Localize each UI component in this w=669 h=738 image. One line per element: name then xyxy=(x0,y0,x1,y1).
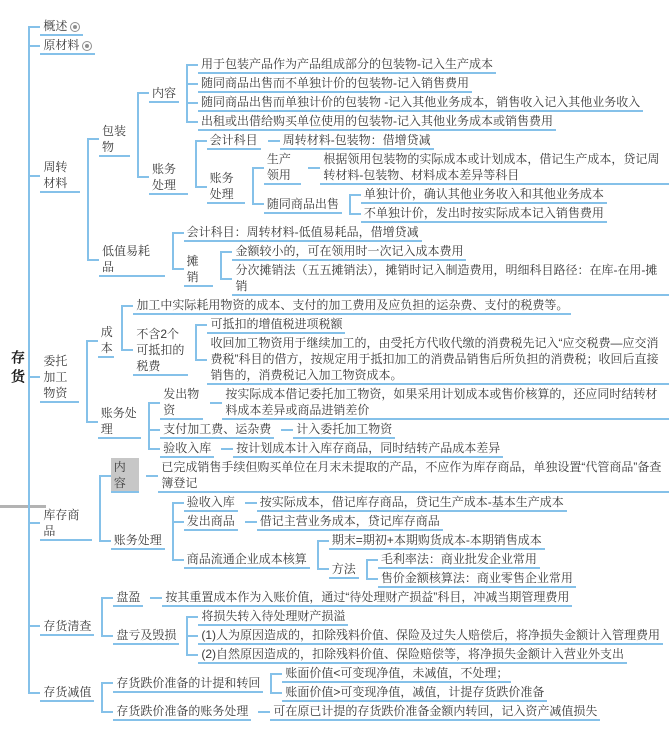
mindmap-branch xyxy=(101,607,663,664)
node-text: 存货减值 xyxy=(43,685,92,699)
node-text: 不含2个可抵扣的税费 xyxy=(136,326,185,373)
node-label[interactable] xyxy=(320,150,669,185)
node-label[interactable] xyxy=(160,385,203,420)
mindmap-branch xyxy=(87,55,669,223)
node-label[interactable] xyxy=(133,325,188,376)
node-text: 成本 xyxy=(100,325,113,355)
node-label[interactable] xyxy=(198,645,627,664)
node-label[interactable] xyxy=(280,131,434,150)
node-label[interactable] xyxy=(207,169,245,204)
children-group xyxy=(137,55,669,223)
node-text: 按计划成本计入库存商品，同时结转产品成本差异 xyxy=(236,441,501,455)
mindmap-branch xyxy=(28,664,669,721)
mindmap-branch xyxy=(220,261,669,296)
node-label[interactable] xyxy=(329,560,359,579)
children-group xyxy=(258,702,600,721)
node-label[interactable] xyxy=(158,458,669,493)
mindmap-branch xyxy=(220,242,669,261)
node-label[interactable] xyxy=(113,588,143,607)
mindmap-branch xyxy=(252,185,669,223)
node-text: 可在原已计提的存货跌价准备金额内转回，记入资产减值损失 xyxy=(273,704,598,718)
node-label[interactable] xyxy=(378,550,540,569)
children-group xyxy=(186,607,663,664)
node-text: 生产领用 xyxy=(266,152,291,182)
mindmap-branch xyxy=(148,439,669,458)
children-group xyxy=(195,315,669,385)
mindmap-branch xyxy=(186,74,643,93)
mindmap-branch xyxy=(349,185,607,204)
mindmap-branch xyxy=(268,131,434,150)
node-text: 出租或出借给购买单位使用的包装物-记入其他业务成本或销售费用 xyxy=(200,114,553,128)
node-text: 毛利率法：商业批发企业常用 xyxy=(380,552,537,566)
mindmap-branch xyxy=(308,150,669,185)
node-label[interactable] xyxy=(361,185,607,204)
node-text: 用于包装产品作为产品组成部分的包装物-记入生产成本 xyxy=(200,57,493,71)
mindmap-branch xyxy=(99,493,669,588)
node-text: 金额较小的，可在领用时一次记入成本费用 xyxy=(235,244,464,258)
node-label[interactable] xyxy=(40,506,91,541)
mindmap-branch xyxy=(281,420,395,439)
children-group xyxy=(221,439,503,458)
mindmap-branch xyxy=(121,296,669,315)
node-label[interactable] xyxy=(233,439,503,458)
collapse-indicator-icon[interactable] xyxy=(70,22,80,32)
mindmap-branch xyxy=(101,588,663,607)
mindmap-branch xyxy=(148,385,669,420)
node-label[interactable] xyxy=(257,512,443,531)
mindmap-branch xyxy=(172,242,669,296)
root-node[interactable] xyxy=(10,350,26,388)
children-group xyxy=(99,458,669,588)
mindmap-branch xyxy=(28,588,669,664)
children-group xyxy=(220,242,669,296)
node-text: 方法 xyxy=(331,561,356,576)
mindmap-branch xyxy=(195,334,669,385)
node-text: (1)人为原因造成的，扣除残料价值、保险及过失人赔偿后，将净损失金额计入管理费用 xyxy=(201,628,661,642)
children-group xyxy=(186,55,643,131)
node-text: 可抵扣的增值税进项税额 xyxy=(210,317,343,331)
node-label[interactable] xyxy=(257,493,567,512)
node-text: 存货清查 xyxy=(43,618,92,633)
children-group xyxy=(268,131,434,150)
node-label[interactable] xyxy=(133,296,571,315)
node-label[interactable] xyxy=(113,674,263,693)
node-label[interactable] xyxy=(99,122,130,157)
node-label[interactable] xyxy=(198,626,663,645)
node-text: 随同商品出售而单独计价的包装物 -记入其他业务成本，销售收入记入其他业务收入 xyxy=(200,95,641,109)
mindmap-branch xyxy=(221,439,503,458)
children-group xyxy=(245,512,443,531)
children-group xyxy=(172,493,576,588)
node-text: 发出物资 xyxy=(163,387,200,417)
mindmap-branch xyxy=(245,493,567,512)
node-label[interactable] xyxy=(184,493,238,512)
node-label[interactable] xyxy=(113,702,251,721)
node-label[interactable] xyxy=(198,93,643,112)
mindmap-branch xyxy=(186,607,663,626)
node-text: 会计科目：周转材料-低值易耗品，借增贷减 xyxy=(186,225,419,239)
node-text: 账务处理 xyxy=(113,533,162,547)
node-text: 账面价值>可变现净值，减值，计提存货跌价准备 xyxy=(285,685,545,699)
node-text: 借记主营业务成本，贷记库存商品 xyxy=(259,514,440,528)
mindmap-branch xyxy=(186,626,663,645)
node-label[interactable] xyxy=(198,607,348,626)
node-text: 存货跌价准备的账务处理 xyxy=(116,704,249,718)
mindmap-branch xyxy=(270,664,547,683)
node-text: 商品流通企业成本核算 xyxy=(186,552,307,566)
node-text: 概述 xyxy=(43,19,68,33)
node-label[interactable] xyxy=(264,195,342,214)
node-label[interactable] xyxy=(160,439,214,458)
mindmap-branch xyxy=(195,315,669,334)
children-group xyxy=(146,458,669,493)
node-text: 账务处理 xyxy=(209,171,234,201)
node-text: 委托加工物资 xyxy=(43,353,68,400)
node-label[interactable] xyxy=(98,323,115,358)
children-group xyxy=(101,664,600,721)
mindmap-branch xyxy=(101,664,600,702)
node-text: 将损失转入待处理财产损溢 xyxy=(201,609,346,623)
mindmap-branch xyxy=(186,112,643,131)
mindmap-branch xyxy=(186,55,643,74)
node-label[interactable] xyxy=(113,626,179,645)
children-group xyxy=(86,296,669,458)
children-group xyxy=(87,55,669,296)
mindmap-branch xyxy=(245,512,443,531)
node-text: 根据领用包装物的实际成本或计划成本，借记生产成本，贷记周转材料-包装物、材料成本差异等科目 xyxy=(323,152,660,182)
mindmap-branch xyxy=(317,550,576,588)
node-label[interactable] xyxy=(40,352,78,403)
node-text: 内容 xyxy=(113,460,126,490)
node-label[interactable] xyxy=(184,252,214,287)
node-text: 按实际成本借记委托加工物资，如果采用计划成本或售价核算的，还应同时结转材料成本差异或商品进销差价 xyxy=(225,387,658,417)
node-label[interactable] xyxy=(184,550,310,569)
node-text: 周转材料-包装物：借增贷减 xyxy=(282,133,431,147)
node-text: 已完成销售手续但购买单位在月末未提取的产品，不应作为库存商品，单独设置“代管商品”备查簿登记 xyxy=(161,460,662,490)
node-text: 库存商品 xyxy=(43,507,80,538)
node-text: 周转材料 xyxy=(43,160,68,190)
node-label[interactable] xyxy=(361,204,607,223)
node-label[interactable] xyxy=(282,664,511,683)
node-label[interactable] xyxy=(184,223,422,242)
node-label[interactable] xyxy=(184,512,238,531)
mindmap-branch xyxy=(186,93,643,112)
mindmap-branch xyxy=(99,458,669,493)
node-text: 原材料 xyxy=(43,38,80,52)
node-label[interactable] xyxy=(282,683,547,702)
children-group xyxy=(245,493,567,512)
children-group xyxy=(121,296,669,385)
mindmap-branch xyxy=(101,702,600,721)
node-label[interactable] xyxy=(111,458,140,493)
node-text: 按其重置成本作为入账价值，通过“待处理财产损益”科目，冲减当期管理费用 xyxy=(165,590,570,604)
children-group xyxy=(281,420,395,439)
node-text: 随同商品出售而不单独计价的包装物-记入销售费用 xyxy=(200,76,469,90)
node-text: 发出商品 xyxy=(186,514,235,528)
mindmap-branch xyxy=(366,550,576,569)
children-group xyxy=(28,17,669,721)
mindmap-branch xyxy=(172,531,576,588)
mindmap-root-branch xyxy=(10,17,669,721)
node-text: 低值易耗品 xyxy=(102,244,151,274)
mindmap-branch xyxy=(137,131,669,223)
node-label[interactable] xyxy=(207,315,345,334)
children-group xyxy=(150,588,572,607)
node-label[interactable] xyxy=(222,385,669,420)
mindmap-branch xyxy=(28,458,669,588)
node-text: 期末=期初+本期购货成本-本期销售成本 xyxy=(331,533,542,547)
mindmap-branch xyxy=(28,17,669,36)
node-text: 验收入库 xyxy=(163,441,212,455)
children-group xyxy=(195,131,669,223)
node-label[interactable] xyxy=(99,242,165,277)
node-label[interactable] xyxy=(162,588,572,607)
node-label[interactable] xyxy=(40,683,94,702)
mindmap-branch xyxy=(150,588,572,607)
node-label[interactable] xyxy=(40,36,95,55)
children-group xyxy=(101,588,663,664)
node-label[interactable] xyxy=(198,112,556,131)
node-label[interactable] xyxy=(111,531,165,550)
mindmap-branch xyxy=(258,702,600,721)
node-text: 账面价值<可变现净值，未减值，不处理； xyxy=(285,666,509,680)
node-label[interactable] xyxy=(149,84,179,103)
children-group xyxy=(270,664,547,702)
node-label[interactable] xyxy=(198,55,496,74)
node-label[interactable] xyxy=(270,702,600,721)
mindmap-branch xyxy=(317,531,576,550)
children-group xyxy=(210,385,669,420)
node-text: 随同商品出售 xyxy=(266,196,339,211)
node-label[interactable] xyxy=(207,131,261,150)
node-text: 售价金额核算法：商业零售企业常用 xyxy=(380,571,573,585)
node-text: 内容 xyxy=(151,85,176,100)
node-text: 包装物 xyxy=(102,123,127,154)
mindmap-branch xyxy=(28,296,669,458)
node-text: 不单独计价，发出时按实际成本记入销售费用 xyxy=(363,206,604,220)
mindmap-branch xyxy=(121,315,669,385)
mindmap-branch xyxy=(148,420,669,439)
mindmap-branch xyxy=(195,150,669,223)
children-group xyxy=(308,150,669,185)
children-group xyxy=(172,223,669,296)
mindmap-branch xyxy=(87,223,669,296)
mindmap-branch xyxy=(270,683,547,702)
children-group xyxy=(252,150,669,223)
node-label[interactable] xyxy=(40,17,83,36)
node-text: 收回加工物资用于继续加工的，由受托方代收代缴的消费税先记入“应交税费—应交消费税”科目的借方，按规定用于抵扣加工的消费品销售后所负担的消费税；收回后直接销售的，消费税记入加工物资成本。 xyxy=(210,336,659,382)
node-label[interactable] xyxy=(40,617,94,636)
node-text: 盘盈 xyxy=(116,590,141,604)
node-text: 加工中实际耗用物资的成本、支付的加工费用及应负担的运杂费、支付的税费等。 xyxy=(136,298,569,312)
children-group xyxy=(148,385,669,458)
mindmap-branch xyxy=(210,385,669,420)
node-text: 存货 xyxy=(10,350,26,388)
mindmap-branch xyxy=(28,55,669,296)
node-label[interactable] xyxy=(378,569,576,588)
mindmap-branch xyxy=(172,493,576,512)
node-text: 支付加工费、运杂费 xyxy=(163,422,272,436)
node-label[interactable] xyxy=(232,242,466,261)
node-text: 摊销 xyxy=(186,253,199,284)
mindmap-branch xyxy=(252,150,669,185)
children-group xyxy=(317,531,576,588)
children-group xyxy=(349,185,607,223)
node-label[interactable] xyxy=(149,160,188,195)
node-text: 存货跌价准备的计提和转回 xyxy=(116,675,261,690)
node-text: 盘亏及毁损 xyxy=(116,628,177,642)
node-text: 按实际成本，借记库存商品，贷记生产成本-基本生产成本 xyxy=(259,495,564,509)
node-label[interactable] xyxy=(98,404,141,439)
node-text: (2)自然原因造成的，扣除残料价值、保险赔偿等，将净损失金额计入营业外支出 xyxy=(201,647,625,661)
node-label[interactable] xyxy=(40,158,80,193)
mindmap-branch xyxy=(195,131,669,150)
node-label[interactable] xyxy=(207,334,669,385)
collapse-indicator-icon[interactable] xyxy=(82,41,92,51)
mindmap-branch xyxy=(366,569,576,588)
node-text: 计入委托加工物资 xyxy=(296,422,393,436)
node-label[interactable] xyxy=(293,420,395,439)
mindmap-branch xyxy=(137,55,669,131)
node-text: 账务处理 xyxy=(151,161,176,192)
mindmap-branch xyxy=(186,645,663,664)
node-label[interactable] xyxy=(160,420,274,439)
node-label[interactable] xyxy=(264,150,301,185)
mindmap-branch xyxy=(86,385,669,458)
children-group xyxy=(366,550,576,588)
node-label[interactable] xyxy=(198,74,472,93)
node-label[interactable] xyxy=(232,261,669,296)
node-text: 单独计价，确认其他业务收入和其他业务成本 xyxy=(363,187,604,201)
mindmap-branch xyxy=(86,296,669,385)
node-text: 账务处理 xyxy=(100,406,137,436)
mindmap-branch xyxy=(349,204,607,223)
mindmap-branch xyxy=(146,458,669,493)
mindmap-branch xyxy=(172,223,669,242)
node-text: 分次摊销法（五五摊销法），摊销时记入制造费用，明细科目路径：在库-在用-摊销 xyxy=(235,263,658,293)
mindmap-branch xyxy=(28,36,669,55)
node-text: 验收入库 xyxy=(186,495,235,509)
node-text: 会计科目 xyxy=(209,133,258,147)
mindmap-branch xyxy=(172,512,576,531)
node-label[interactable] xyxy=(329,531,545,550)
